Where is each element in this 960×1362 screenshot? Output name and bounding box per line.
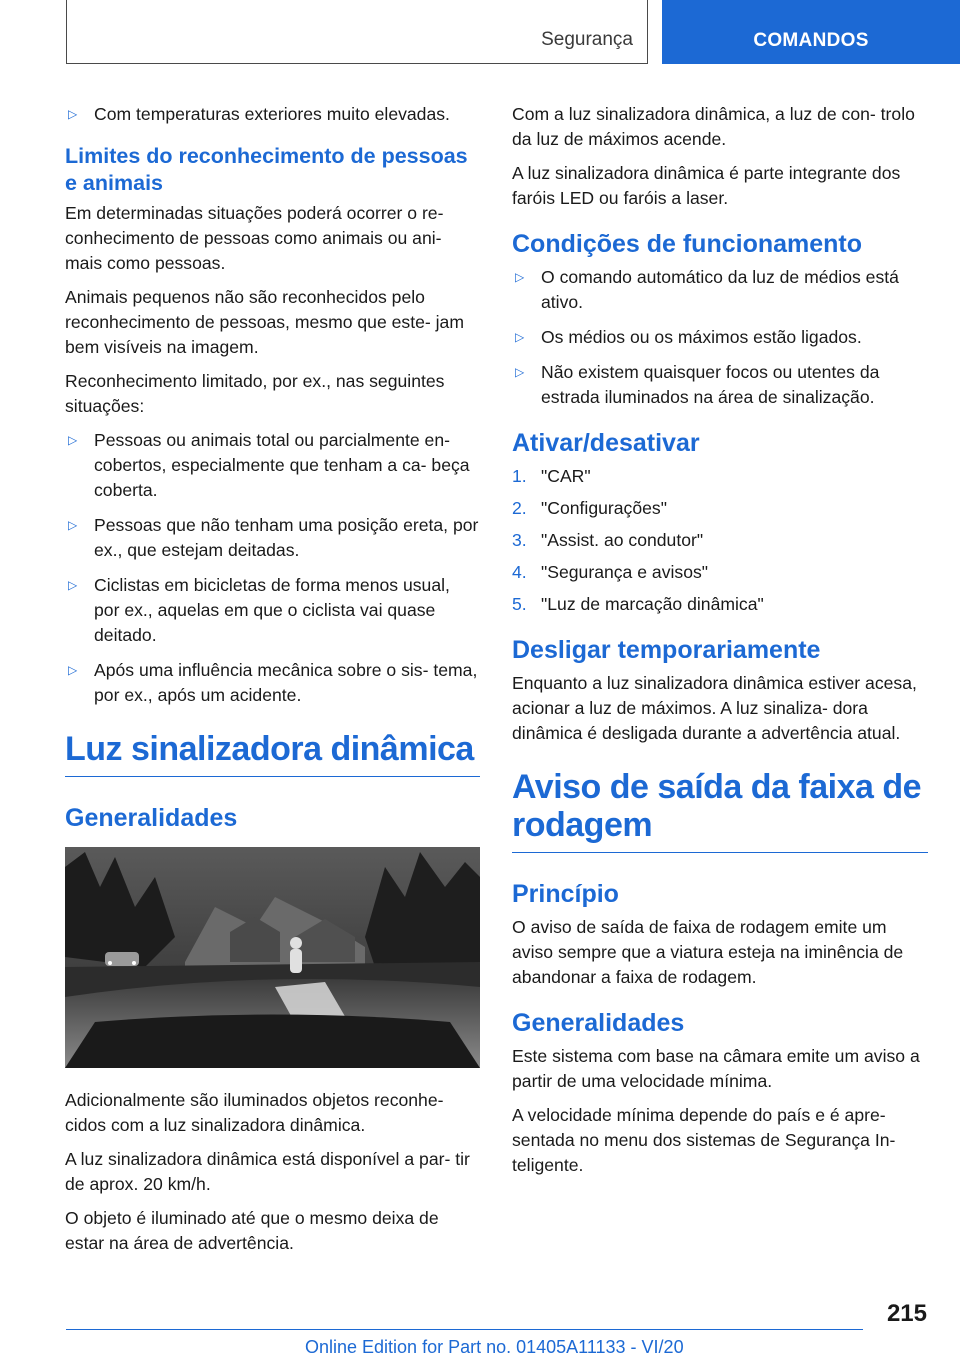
footer-divider bbox=[66, 1329, 863, 1330]
heading-generalities: Generalidades bbox=[65, 804, 238, 832]
paragraph: Animais pequenos não são reconhecidos pelo reconhecimento de pessoas, mesmo que este- jam bem visíveis na imagem. bbox=[65, 287, 464, 357]
triangle-right-icon: ▷ bbox=[68, 107, 78, 121]
list-item: 3. "Assist. ao condutor" bbox=[512, 530, 704, 550]
paragraph: Adicionalmente são iluminados objetos reconhe- cidos com a luz sinalizadora dinâmica. bbox=[65, 1090, 444, 1135]
triangle-right-icon: ▷ bbox=[515, 330, 525, 344]
triangle-right-icon: ▷ bbox=[68, 433, 78, 447]
right-column bbox=[512, 102, 928, 1187]
paragraph: Em determinadas situações poderá ocorrer o re- conhecimento de pessoas como animais ou ani- mais como pessoas. bbox=[65, 203, 444, 273]
heading-generalities: Generalidades bbox=[512, 1009, 685, 1037]
chapter-title-lane-departure: Aviso de saída da faixa de rodagem bbox=[512, 768, 928, 853]
triangle-right-icon: ▷ bbox=[68, 518, 78, 532]
list-item: ▷ Os médios ou os máximos estão ligados. bbox=[512, 325, 928, 350]
left-column bbox=[65, 102, 480, 1265]
paragraph: Reconhecimento limitado, por ex., nas seguintes situações: bbox=[65, 371, 445, 416]
heading-temporary-off: Desligar temporariamente bbox=[512, 636, 821, 664]
list-item: ▷ Pessoas ou animais total ou parcialmente en- cobertos, especialmente que tenham a ca- beça coberta. bbox=[68, 430, 470, 500]
list-item: 2. "Configurações" bbox=[512, 498, 667, 518]
triangle-right-icon: ▷ bbox=[515, 270, 525, 284]
triangle-right-icon: ▷ bbox=[68, 663, 78, 677]
header-section-box bbox=[66, 0, 648, 64]
heading-activate: Ativar/desativar bbox=[512, 429, 700, 457]
night-road-pedestrian-image bbox=[65, 847, 480, 1068]
paragraph: O aviso de saída de faixa de rodagem emite um aviso sempre que a viatura esteja na iminência de abandonar a faixa de rodagem. bbox=[512, 917, 904, 987]
list-item: ▷ Não existem quaisquer focos ou utentes da estrada iluminados na área de sinalização. bbox=[515, 362, 880, 407]
list-item: ▷ O comando automático da luz de médios está ativo. bbox=[515, 267, 899, 312]
bullet-list-limits bbox=[65, 428, 480, 708]
heading-limits: Limites do reconhecimento de pessoas e animais bbox=[65, 144, 468, 195]
list-item: ▷ Pessoas que não tenham uma posição ereta, por ex., que estejam deitadas. bbox=[68, 515, 479, 560]
list-item: 4. "Segurança e avisos" bbox=[512, 562, 709, 582]
list-item: 1. "CAR" bbox=[512, 466, 591, 486]
bullet-list-top bbox=[65, 102, 480, 127]
header-chapter-label: COMANDOS bbox=[753, 30, 869, 51]
triangle-right-icon: ▷ bbox=[515, 365, 525, 379]
heading-conditions: Condições de funcionamento bbox=[512, 230, 863, 258]
page-number: 215 bbox=[886, 1300, 927, 1327]
header-section-label: Segurança bbox=[541, 29, 633, 50]
paragraph: A luz sinalizadora dinâmica é parte integrante dos faróis LED ou faróis a laser. bbox=[512, 163, 901, 208]
steps-list bbox=[512, 464, 928, 617]
footer-edition: Online Edition for Part no. 01405A11133 - VI/20 bbox=[305, 1337, 684, 1357]
list-item: ▷ Após uma influência mecânica sobre o sis- tema, por ex., após um acidente. bbox=[68, 660, 478, 705]
paragraph: Com a luz sinalizadora dinâmica, a luz de con- trolo da luz de máximos acende. bbox=[512, 104, 915, 149]
heading-principle: Princípio bbox=[512, 880, 619, 908]
bullet-list-conditions bbox=[512, 265, 928, 410]
chapter-title-dynamic-light: Luz sinalizadora dinâmica bbox=[65, 730, 480, 777]
list-item: ▷ Ciclistas em bicicletas de forma menos usual, por ex., aquelas em que o ciclista vai quase deitado. bbox=[68, 575, 450, 645]
paragraph: A velocidade mínima depende do país e é apre- sentada no menu dos sistemas de Segurança In- teligente. bbox=[512, 1105, 896, 1175]
paragraph: Enquanto a luz sinalizadora dinâmica estiver acesa, acionar a luz de máximos. A luz sinaliza- dora dinâmica é desligada durante a advertência atual. bbox=[512, 673, 917, 743]
header-chapter-tab[interactable] bbox=[662, 0, 960, 64]
list-item: ▷ Com temperaturas exteriores muito elevadas. bbox=[65, 102, 480, 127]
triangle-right-icon: ▷ bbox=[68, 578, 78, 592]
paragraph: Este sistema com base na câmara emite um aviso a partir de uma velocidade mínima. bbox=[512, 1046, 920, 1091]
paragraph: O objeto é iluminado até que o mesmo deixa de estar na área de advertência. bbox=[65, 1208, 439, 1253]
list-item: 5. "Luz de marcação dinâmica" bbox=[512, 594, 764, 614]
paragraph: A luz sinalizadora dinâmica está disponível a par- tir de aprox. 20 km/h. bbox=[65, 1149, 470, 1194]
